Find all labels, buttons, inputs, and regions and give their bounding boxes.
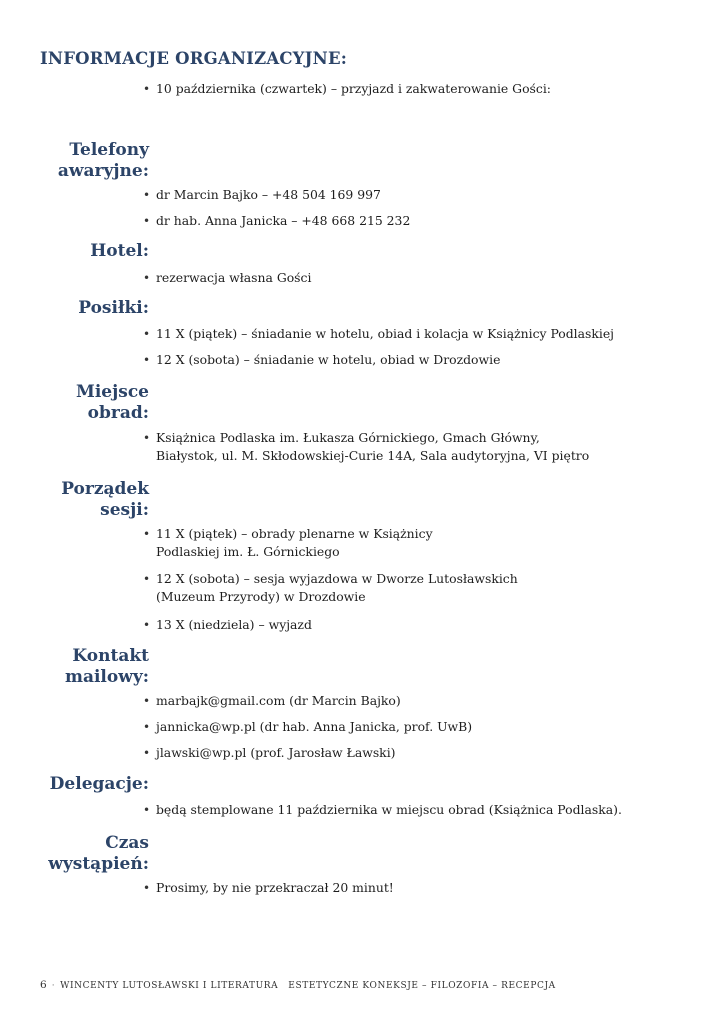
- heading-hotel: Hotel:: [90, 241, 149, 261]
- contact-item-janicka: • jannicka@wp.pl (dr hab. Anna Janicka, prof. UwB): [143, 719, 473, 734]
- delegations-item-stamp: • będą stemplowane 11 października w miejscu obrad (Książnica Podlaska).: [143, 802, 622, 817]
- sessions-item-friday: • 11 X (piątek) – obrady plenarne w Książnicy Podlaskiej im. Ł. Górnickiego: [143, 526, 433, 559]
- bullet-icon: •: [143, 431, 151, 445]
- contact-item-lawski: • jlawski@wp.pl (prof. Jarosław Ławski): [143, 745, 396, 760]
- speech-time-item-limit: • Prosimy, by nie przekraczał 20 minut!: [143, 880, 394, 895]
- bullet-icon: •: [143, 618, 151, 632]
- contact-item-bajko: • marbajk@gmail.com (dr Marcin Bajko): [143, 693, 401, 708]
- footer-book-subtitle: ESTETYCZNE KONEKSJE – FILOZOFIA – RECEPCJA: [288, 981, 556, 991]
- bullet-icon: •: [143, 694, 151, 708]
- meals-item-saturday: • 12 X (sobota) – śniadanie w hotelu, obiad w Drozdowie: [143, 352, 501, 367]
- heading-speech-time: Czas wystąpień:: [48, 833, 149, 874]
- meals-item-friday: • 11 X (piątek) – śniadanie w hotelu, obiad i kolacja w Książnicy Podlaskiej: [143, 326, 615, 341]
- bullet-icon: •: [143, 803, 151, 817]
- bullet-icon: •: [143, 746, 151, 760]
- phones-item-janicka: • dr hab. Anna Janicka – +48 668 215 232: [143, 213, 411, 228]
- bullet-icon: •: [143, 720, 151, 734]
- page-number: 6: [40, 979, 47, 991]
- page-title: INFORMACJE ORGANIZACYJNE:: [40, 49, 348, 68]
- heading-emergency-phones: Telefony awaryjne:: [57, 140, 149, 181]
- intro-item-arrival: • 10 października (czwartek) – przyjazd i zakwaterowanie Gości:: [143, 81, 551, 96]
- hotel-item-reservation: • rezerwacja własna Gości: [143, 270, 312, 285]
- bullet-icon: •: [143, 271, 151, 285]
- heading-delegations: Delegacje:: [49, 774, 149, 794]
- bullet-icon: •: [143, 527, 151, 541]
- bullet-icon: •: [143, 82, 151, 96]
- footer-separator: ·: [51, 981, 56, 991]
- sessions-item-saturday: • 12 X (sobota) – sesja wyjazdowa w Dworze Lutosławskich (Muzeum Przyrody) w Drozdowie: [143, 571, 518, 604]
- bullet-icon: •: [143, 188, 151, 202]
- bullet-icon: •: [143, 214, 151, 228]
- venue-item-address: • Książnica Podlaska im. Łukasza Górnickiego, Gmach Główny, Białystok, ul. M. Skłodowskiej-Curie 14A, Sala audytoryjna, VI piętro: [143, 430, 590, 463]
- footer-book-title: WINCENTY LUTOSŁAWSKI I LITERATURA: [60, 981, 279, 991]
- heading-meals: Posiłki:: [78, 298, 149, 318]
- heading-email-contact: Kontakt mailowy:: [64, 646, 149, 687]
- sessions-item-sunday: • 13 X (niedziela) – wyjazd: [143, 617, 312, 632]
- heading-venue: Miejsce obrad:: [76, 382, 149, 423]
- bullet-icon: •: [143, 327, 151, 341]
- bullet-icon: •: [143, 353, 151, 367]
- heading-session-order: Porządek sesji:: [61, 479, 149, 520]
- phones-item-bajko: • dr Marcin Bajko – +48 504 169 997: [143, 187, 381, 202]
- bullet-icon: •: [143, 881, 151, 895]
- bullet-icon: •: [143, 572, 151, 586]
- page-footer: [40, 979, 556, 991]
